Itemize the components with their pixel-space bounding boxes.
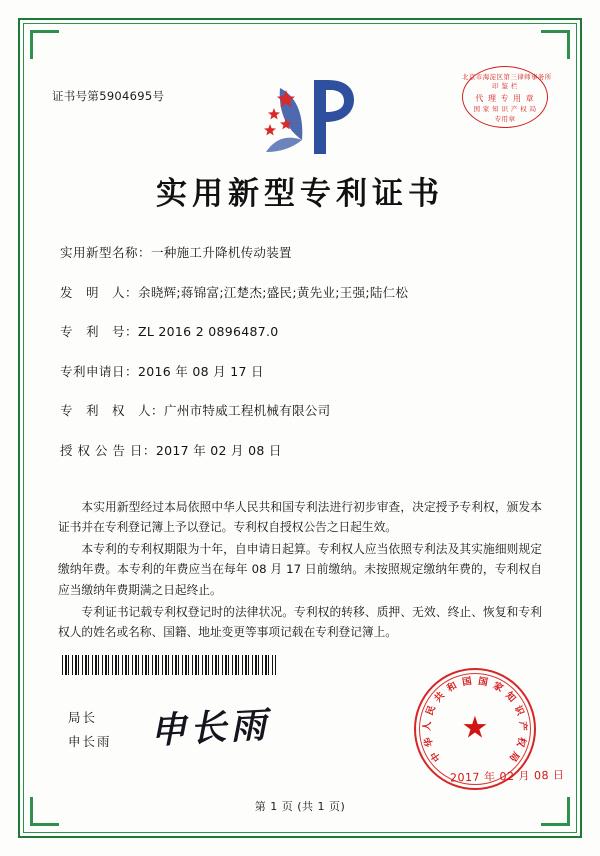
field-value: 2017 年 02 月 08 日 [155, 442, 282, 458]
signature-name: 申长雨 [68, 733, 112, 749]
seal-char: 国 [461, 675, 473, 689]
agency-seal-line4: 国 家 知 识 产 权 局 [473, 105, 537, 113]
seal-char: 和 [445, 680, 459, 695]
field-label: 发 明 人： [60, 284, 139, 300]
agency-seal-line5: 专用章 [494, 115, 516, 123]
field-application-date [60, 363, 540, 381]
field-value: 余晓辉;蒋锦富;江楚杰;盛民;黄先业;王强;陆仁松 [138, 284, 409, 300]
seal-char: 局 [506, 749, 522, 764]
field-patentee [60, 402, 540, 420]
seal-char: 家 [491, 680, 505, 695]
agency-seal-line3: 代 理 专 用 章 [475, 94, 535, 103]
field-label: 专 利 号： [60, 324, 139, 339]
signature-block [68, 706, 112, 754]
field-patent-number [60, 323, 540, 341]
agency-seal-line2: 印 鉴 栏 [492, 82, 518, 90]
field-grant-announcement-date [60, 442, 540, 460]
field-label: 专 利 权 人： [60, 403, 165, 418]
seal-char: 人 [421, 721, 434, 732]
body-paragraph-3: 专利证书记载专利权登记时的法律状况。专利权的转移、质押、无效、终止、恢复和专利权人的姓名或名称、国籍、地址变更等事项记载在专利登记簿上。 [58, 604, 542, 639]
five-point-star-icon: ★ [461, 710, 489, 746]
seal-char: 知 [503, 690, 518, 705]
corner-ornament-top-right [541, 30, 570, 59]
seal-char: 国 [477, 675, 489, 689]
field-value: 一种施工升降机传动装置 [151, 245, 292, 260]
corner-ornament-top-left [30, 30, 59, 59]
seal-char: 中 [428, 749, 444, 764]
seal-char: 权 [514, 735, 528, 748]
seal-char: 民 [424, 704, 439, 718]
certificate-number-label: 证书号第 [52, 89, 100, 103]
agency-seal-line1: 北京市海淀区第三律师事务所 [462, 73, 552, 81]
seal-char: 产 [516, 721, 529, 732]
certificate-number-value: 5904695 [99, 89, 153, 103]
seal-char: 识 [511, 704, 526, 718]
field-label: 专利申请日： [60, 363, 139, 379]
body-paragraph-1: 本实用新型经过本局依照中华人民共和国专利法进行初步审查，决定授予专利权，颁发本证书并在专利登记簿上予以登记。专利权自授权公告之日起生效。 [58, 500, 542, 535]
agency-seal-stamp [462, 66, 552, 128]
field-label: 实用新型名称： [60, 245, 152, 260]
field-value: 2016 年 08 月 17 日 [138, 363, 264, 379]
certificate-number [52, 88, 164, 104]
seal-date: 2017 年 02 月 08 日 [449, 768, 565, 785]
signature-role-label: 局长 [68, 710, 98, 725]
handwritten-signature: 申长雨 [149, 703, 272, 753]
certificate-number-suffix: 号 [152, 89, 165, 103]
field-value: ZL 2016 2 0896487.0 [138, 324, 279, 339]
sipo-emblem-icon [240, 74, 360, 160]
body-text [58, 497, 542, 644]
field-value: 广州市特威工程机械有限公司 [164, 403, 331, 418]
field-inventors [60, 284, 540, 302]
body-paragraph-2: 本专利的专利权期限为十年，自申请日起算。专利权人应当依照专利法及其实施细则规定缴纳年费。本专利的年费应当在每年 08 月 17 日前缴纳。未按照规定缴纳年费的，专利权自应当缴纳年费期满之日起终止。 [58, 542, 542, 597]
seal-char: 华 [422, 735, 436, 748]
page-footer: 第 1 页 (共 1 页) [254, 800, 346, 813]
page-title: 实用新型专利证书 [156, 176, 444, 212]
barcode [62, 655, 276, 675]
field-list [60, 244, 540, 481]
seal-char: 共 [432, 690, 447, 705]
field-label: 授 权 公 告 日： [60, 442, 156, 458]
field-utility-model-name [60, 244, 540, 262]
